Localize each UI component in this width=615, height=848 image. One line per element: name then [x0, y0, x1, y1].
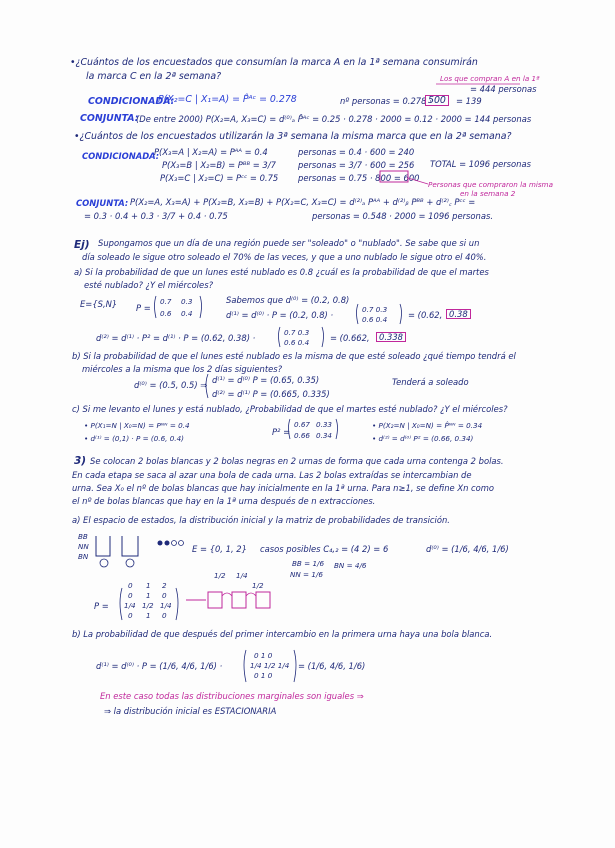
side-note-result: = 444 personas — [470, 84, 537, 94]
urns-p-header-1: 1 — [146, 581, 151, 590]
conditional2-people-b: personas = 3/7 · 600 = 256 — [298, 160, 415, 170]
weather-text-1: Supongamos que un día de una región puede ser "soleado" o "nublado". Se sabe que si un — [98, 238, 480, 248]
urns-p-r0c0: 0 — [128, 591, 133, 600]
joint-expr: (De entre 2000) P(X₂=A, X₃=C) = d⁽⁰⁾ₐ P̂ᴬᶜ = 0.25 · 0.278 · 2000 = 0.12 · 2000 = 144 personas — [136, 114, 532, 124]
urns-note-1: En este caso todas las distribuciones marginales son iguales ⇒ — [100, 691, 364, 701]
urns-p-r1c2: 1/4 — [160, 601, 172, 610]
urns-prob-bn: BN = 4/6 — [334, 561, 367, 570]
weather-d1-result: = (0.62, — [408, 310, 443, 320]
urns-d1: d⁽¹⁾ = d⁽⁰⁾ · P = (1/6, 4/6, 1/6) · — [96, 661, 223, 671]
urn-1-circle — [100, 559, 108, 567]
bracket-d1b-right — [294, 650, 296, 682]
urns-text-3: urna. Sea X₀ el nº de bolas blancas que hay inicialmente en la 1ª urna. Para n≥1, se define Xn como — [72, 483, 495, 493]
weather-question-c: c) Si me levanto el lunes y está nublado, ¿Probabilidad de que el martes esté nublado? ¿Y el miércoles? — [72, 404, 508, 414]
weather-matrix-r2c2: 0.4 — [181, 309, 193, 318]
conditional-people: nº personas = 0.278 · — [340, 96, 432, 106]
weather-matrix-r1c2: 0.3 — [181, 297, 193, 306]
diagram-label-1: 1/2 — [214, 571, 226, 580]
urns-cases: casos posibles C₄,₂ = (4 2) = 6 — [260, 544, 389, 554]
urns-d0: d⁽⁰⁾ = (1/6, 4/6, 1/6) — [426, 544, 509, 554]
weather-b-d1: d⁽¹⁾ = d⁽⁰⁾ P = (0.65, 0.35) — [212, 375, 320, 385]
ball-4 — [179, 541, 184, 546]
weather-state-space: E={S,N} — [80, 299, 118, 309]
weather-question-b-cont: miércoles a la misma que los 2 días siguientes? — [82, 364, 283, 374]
weather-b-d2: d⁽²⁾ = d⁽¹⁾ P = (0.665, 0.335) — [212, 389, 330, 399]
conditional2-people-a: personas = 0.4 · 600 = 240 — [298, 147, 415, 157]
urns-state-space: E = {0, 1, 2} — [192, 544, 247, 554]
urns-text-1: Se colocan 2 bolas blancas y 2 bolas negras en 2 urnas de forma que cada urna contenga 2 bolas. — [90, 456, 504, 466]
joint2-expr2: = 0.3 · 0.4 + 0.3 · 3/7 + 0.4 · 0.75 — [84, 211, 228, 221]
urn-2-circle — [126, 559, 134, 567]
urns-prob-nn: NN = 1/6 — [290, 570, 323, 579]
weather-d2-matrix-bottom: 0.6 0.4 — [284, 338, 310, 347]
urn-label-bb: BB — [78, 532, 88, 541]
weather-b-note: Tenderá a soleado — [392, 377, 469, 387]
ball-1 — [158, 541, 163, 546]
pink-note-cont: en la semana 2 — [460, 189, 516, 198]
urns-p-r0c2: 0 — [162, 591, 167, 600]
urns-question-a: a) El espacio de estados, la distribución inicial y la matriz de probabilidades de transición. — [72, 515, 450, 525]
question-brand-a-to-c: •¿Cuántos de los encuestados que consumían la marca A en la 1ª semana consumirán — [70, 57, 478, 68]
weather-c-row2: • d⁽¹⁾ = (0,1) · P = (0.6, 0.4) — [84, 434, 184, 443]
weather-matrix-r2c1: 0.6 — [160, 309, 172, 318]
exercise-weather-label: Ej) — [74, 239, 90, 251]
state-box-1 — [232, 592, 246, 608]
joint2-result: personas = 0.548 · 2000 = 1096 personas. — [312, 211, 494, 221]
bracket-left — [155, 296, 157, 318]
weather-d1: d⁽¹⁾ = d⁽⁰⁾ · P = (0.2, 0.8) · — [226, 310, 334, 320]
joint-label: CONJUNTA: — [80, 113, 139, 124]
pink-note: Personas que compraron la misma — [428, 180, 553, 189]
urns-prob-bb: BB = 1/6 — [292, 559, 325, 568]
urn-label-bn: BN — [78, 552, 89, 561]
question-same-brand: •¿Cuántos de los encuestados utilizarán la 3ª semana la misma marca que en la 2ª semana? — [74, 131, 512, 142]
conditional2-label: CONDICIONADA: — [82, 151, 160, 161]
diagram-label-3: 1/2 — [252, 581, 264, 590]
urns-p-r2c0: 0 — [128, 611, 133, 620]
bracket-p-left — [120, 588, 122, 620]
conditional-expr: P(X₂=C | X₁=A) = P̂ᴬᶜ = 0.278 — [158, 94, 297, 105]
weather-question-b: b) Si la probabilidad de que el lunes esté nublado es la misma de que esté soleado ¿qué tiempo tendrá el — [72, 351, 516, 361]
weather-c-matrix-r2c1: 0.66 — [294, 431, 311, 440]
bracket-c-right — [336, 419, 338, 439]
urn-label-nn: NN — [78, 542, 89, 551]
exercise-urns-number: 3) — [74, 455, 87, 467]
weather-c-row1: • P(X₁=N | X₀=N) = Pᴺᴺ = 0.4 — [84, 421, 190, 430]
urns-p-label: P = — [94, 601, 109, 611]
bracket-d2-left — [279, 327, 281, 347]
weather-b-d0: d⁽⁰⁾ = (0.5, 0.5) ⇒ — [134, 380, 208, 390]
conditional2-row-b: P(X₃=B | X₂=B) = Pᴮᴮ = 3/7 — [162, 160, 276, 170]
conditional2-people-c: personas = 0.75 · 800 = 600 — [298, 173, 420, 183]
weather-p-label: P = — [136, 303, 151, 313]
joint2-label: CONJUNTA: — [76, 198, 129, 208]
weather-question-a-cont: esté nublado? ¿Y el miércoles? — [84, 280, 214, 290]
conditional-box: 500 — [425, 95, 449, 106]
weather-d2-box: 0.338 — [376, 332, 406, 342]
weather-d2-result: = (0.662, — [330, 333, 370, 343]
urns-p-header-0: 0 — [128, 581, 133, 590]
joint2-expr: P(X₂=A, X₃=A) + P(X₂=B, X₃=B) + P(X₂=C, X₃=C) = d⁽²⁾ₐ Pᴬᴬ + d⁽²⁾ᵦ Pᴮᴮ + d⁽²⁾꜀ Pᶜᶜ = — [130, 197, 476, 207]
weather-d1-box: 0.38 — [446, 309, 471, 319]
bracket-d1-left — [357, 304, 359, 324]
state-box-2 — [256, 592, 270, 608]
conditional-label: CONDICIONADA: — [88, 96, 175, 107]
urns-p-header-2: 2 — [162, 581, 167, 590]
weather-d1-matrix-top: 0.7 0.3 — [362, 305, 388, 314]
weather-question-a: a) Si la probabilidad de que un lunes esté nublado es 0.8 ¿cuál es la probabilidad de que el martes — [74, 267, 489, 277]
question-brand-a-to-c-cont: la marca C en la 2ª semana? — [86, 71, 222, 82]
bracket-p-right — [176, 588, 178, 620]
weather-c-right2: • d⁽²⁾ = d⁽⁰⁾ P² = (0.66, 0.34) — [372, 434, 474, 443]
ball-2 — [165, 541, 170, 546]
urns-p-r2c2: 0 — [162, 611, 167, 620]
arrow-600 — [408, 178, 428, 184]
weather-matrix-r1c1: 0.7 — [160, 297, 172, 306]
weather-d1-matrix-bottom: 0.6 0.4 — [362, 315, 388, 324]
urns-text-2: En cada etapa se saca al azar una bola de cada urna. Las 2 bolas extraídas se intercambian de — [72, 470, 472, 480]
arrow-01 — [222, 593, 232, 596]
bracket-d1-right — [400, 304, 402, 324]
weather-c-matrix-r2c2: 0.34 — [316, 431, 333, 440]
bracket-right — [200, 296, 202, 318]
weather-d2-matrix-top: 0.7 0.3 — [284, 328, 310, 337]
bracket-c-left — [289, 419, 291, 439]
urn-1 — [96, 536, 110, 556]
state-box-0 — [208, 592, 222, 608]
urns-note-2: ⇒ la distribución inicial es ESTACIONARIA — [104, 706, 277, 716]
diagram-label-2: 1/4 — [236, 571, 248, 580]
total-people: TOTAL = 1096 personas — [430, 159, 531, 169]
weather-known-d0: Sabemos que d⁽⁰⁾ = (0.2, 0.8) — [226, 295, 350, 305]
brace-b — [206, 374, 208, 398]
ball-3 — [172, 541, 177, 546]
box-600 — [380, 171, 408, 182]
urns-d1-matrix-bottom: 0 1 0 — [254, 671, 273, 680]
weather-c-matrix-r1c2: 0.33 — [316, 420, 333, 429]
conditional2-row-c: P(X₃=C | X₂=C) = Pᶜᶜ = 0.75 — [160, 173, 279, 183]
weather-c-matrix-r1c1: 0.67 — [294, 420, 311, 429]
urns-d1-result: = (1/6, 4/6, 1/6) — [298, 661, 366, 671]
bracket-d1b-left — [244, 650, 246, 682]
weather-text-2: día soleado le sigue otro soleado el 70% de las veces, y que a uno nublado le sigue otro el 40%. — [82, 252, 487, 262]
arrow-12 — [246, 593, 256, 596]
side-note: Los que compran A en la 1ª — [440, 74, 540, 83]
weather-d2: d⁽²⁾ = d⁽¹⁾ · P² = d⁽¹⁾ · P = (0.62, 0.38) · — [96, 333, 256, 343]
bracket-d2-right — [322, 327, 324, 347]
urns-d1-matrix-mid: 1/4 1/2 1/4 — [250, 661, 290, 670]
conditional-people-result: = 139 — [456, 96, 482, 106]
conditional2-row-a: P(X₃=A | X₂=A) = Pᴬᴬ = 0.4 — [154, 147, 268, 157]
urns-question-b: b) La probabilidad de que después del primer intercambio en la primera urna haya una bola blanca. — [72, 629, 493, 639]
urns-p-r2c1: 1 — [146, 611, 151, 620]
urn-2 — [122, 536, 138, 556]
weather-c-right1: • P(X₂=N | X₀=N) = P̂ᴺᴺ = 0.34 — [372, 421, 483, 430]
urns-d1-matrix-top: 0 1 0 — [254, 651, 273, 660]
weather-c-p2-label: P² = — [272, 427, 291, 437]
urns-p-r1c1: 1/2 — [142, 601, 154, 610]
urns-p-r1c0: 1/4 — [124, 601, 136, 610]
urns-text-4: el nº de bolas blancas que hay en la 1ª urna después de n extracciones. — [72, 496, 376, 506]
urns-p-r0c1: 1 — [146, 591, 151, 600]
